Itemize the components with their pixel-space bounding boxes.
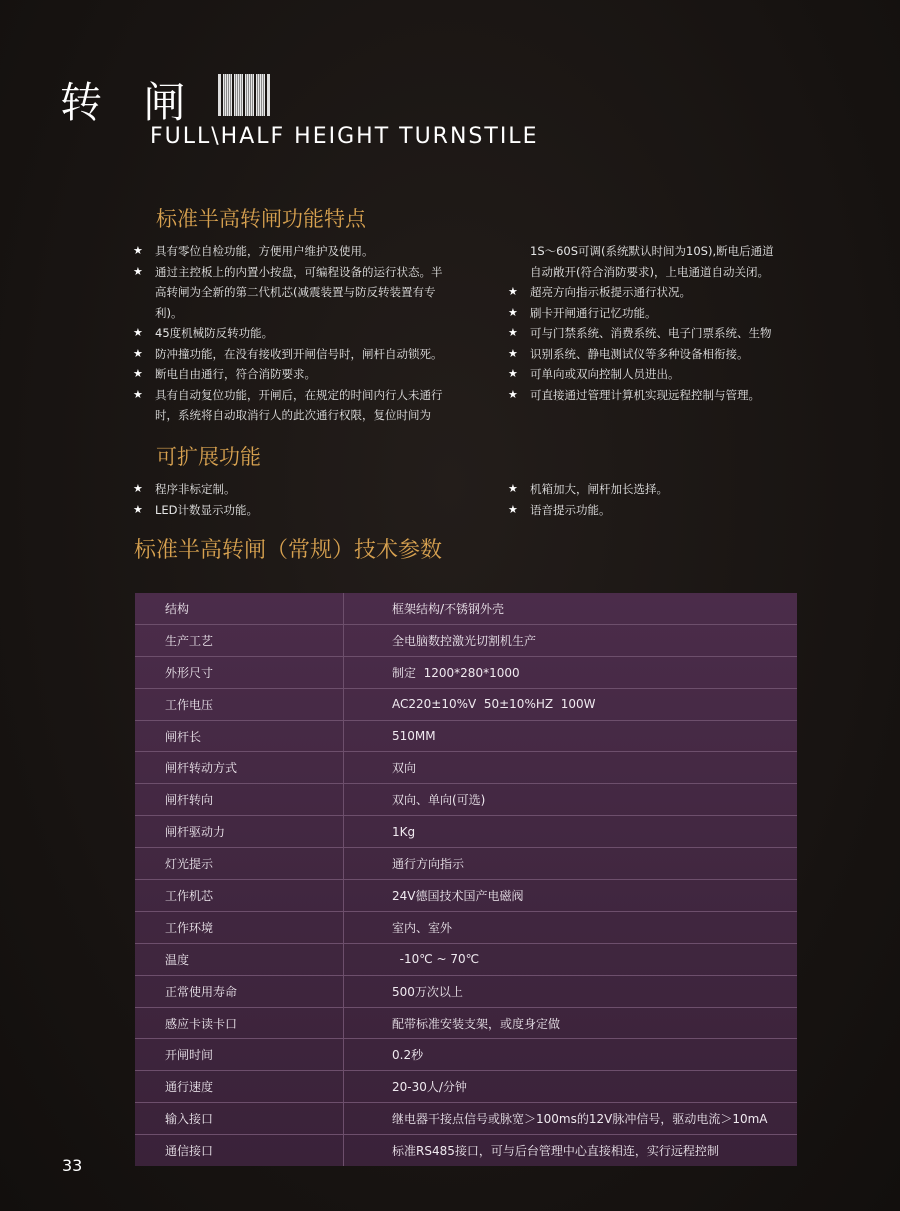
- expand-item: [133, 500, 463, 521]
- param-name: 工作机芯: [135, 880, 344, 912]
- star-icon: ★: [508, 305, 518, 319]
- param-value: 1Kg: [344, 816, 798, 848]
- table-row: [135, 1103, 797, 1135]
- feature-text: 具有零位自检功能，方便用户维护及使用。: [155, 244, 374, 258]
- param-value: 20-30人/分钟: [344, 1071, 798, 1103]
- star-icon: ★: [508, 502, 518, 516]
- param-name: 工作环境: [135, 911, 344, 943]
- table-row: [135, 688, 797, 720]
- page-title-en: FULL\HALF HEIGHT TURNSTILE: [150, 124, 539, 149]
- param-name: 正常使用寿命: [135, 975, 344, 1007]
- feature-item: [133, 323, 483, 344]
- expand-item: [508, 500, 808, 521]
- feature-text: 断电自由通行，符合消防要求。: [155, 367, 316, 381]
- feature-item: [508, 303, 808, 324]
- feature-text: 刷卡开闸通行记忆功能。: [530, 305, 657, 320]
- star-icon: ★: [508, 387, 518, 401]
- feature-item: [508, 282, 808, 303]
- feature-text: 具有自动复位功能，开闸后，在规定的时间内行人未通行: [155, 387, 443, 402]
- feature-item: [133, 241, 483, 262]
- feature-text: 防冲撞功能，在没有接收到开闸信号时，闸杆自动锁死。: [155, 346, 443, 361]
- table-row: [135, 975, 797, 1007]
- table-row: [135, 1039, 797, 1071]
- table-row: [135, 752, 797, 784]
- param-value: 标准RS485接口，可与后台管理中心直接相连，实行远程控制: [392, 1144, 719, 1159]
- param-name: 生产工艺: [135, 624, 344, 656]
- feature-text: 通过主控板上的内置小按盘，可编程设备的运行状态。半: [155, 264, 443, 279]
- table-row: [135, 1007, 797, 1039]
- table-row: [135, 784, 797, 816]
- feature-text: 时，系统将自动取消行人的此次通行权限，复位时间为: [155, 408, 431, 422]
- feature-text: 可单向或双向控制人员进出。: [530, 367, 680, 381]
- star-icon: ★: [508, 285, 518, 298]
- table-row: [135, 848, 797, 880]
- param-value: 24V德国技术国产电磁阀: [344, 880, 798, 912]
- param-name: 灯光提示: [135, 848, 344, 880]
- param-name: 闸杆长: [135, 720, 344, 752]
- expand-text: 语音提示功能。: [530, 502, 611, 517]
- feature-item: [133, 385, 483, 426]
- table-row: [135, 593, 797, 624]
- param-value: 通行方向指示: [344, 848, 798, 880]
- param-name: 闸杆转向: [135, 784, 344, 816]
- param-name: 通行速度: [135, 1071, 344, 1103]
- expand-item: [508, 479, 808, 500]
- expand-text: 机箱加大，闸杆加长选择。: [530, 482, 668, 496]
- features-title: 标准半高转闸功能特点: [156, 207, 366, 231]
- param-value: 配带标准安装支架，或度身定做: [344, 1007, 798, 1039]
- param-value: AC220±10%V 50±10%HZ 100W: [344, 688, 798, 720]
- table-row: [135, 1135, 797, 1166]
- param-name: 闸杆驱动力: [135, 816, 344, 848]
- param-name: 工作电压: [135, 688, 344, 720]
- feature-text: 超亮方向指示板提示通行状况。: [530, 285, 691, 299]
- param-name: 外形尺寸: [135, 656, 344, 688]
- param-value: 510MM: [344, 720, 798, 752]
- star-icon: ★: [508, 346, 518, 360]
- table-row: [135, 720, 797, 752]
- param-name: 闸杆转动方式: [135, 752, 344, 784]
- page-number: 33: [62, 1156, 83, 1175]
- feature-text: 自动敞开(符合消防要求)，上电通道自动关闭。: [530, 264, 769, 279]
- expand-left-list: [133, 479, 463, 520]
- table-row: [135, 656, 797, 688]
- star-icon: ★: [508, 367, 518, 380]
- param-value: 框架结构/不锈钢外壳: [344, 593, 798, 624]
- feature-item: [508, 344, 808, 365]
- star-icon: ★: [133, 264, 143, 278]
- param-value: 制定 1200*280*1000: [344, 656, 798, 688]
- features-right-list: [508, 241, 808, 405]
- expand-item: [133, 479, 463, 500]
- feature-text: 利)。: [155, 305, 183, 320]
- feature-text: 高转闸为全新的第二代机芯(减震装置与防反转装置有专: [155, 285, 436, 299]
- param-value: 500万次以上: [344, 975, 798, 1007]
- param-name: 开闸时间: [135, 1039, 344, 1071]
- feature-text: 识别系统、静电测试仪等多种设备相衔接。: [530, 346, 749, 361]
- feature-item: [508, 323, 808, 344]
- param-name: 温度: [135, 943, 344, 975]
- feature-item: [133, 364, 483, 385]
- feature-text: 可与门禁系统、消费系统、电子门票系统、生物: [530, 326, 772, 340]
- feature-item: [508, 364, 808, 385]
- feature-item: [133, 262, 483, 324]
- star-icon: ★: [508, 482, 518, 495]
- star-icon: ★: [133, 502, 143, 516]
- param-value: 全电脑数控激光切割机生产: [344, 624, 798, 656]
- param-value: -10℃ ~ 70℃: [344, 943, 798, 975]
- param-value: 继电器干接点信号或脉宽＞100ms的12V脉冲信号，驱动电流＞10mA: [344, 1103, 798, 1135]
- table-row: [135, 911, 797, 943]
- table-row: [135, 816, 797, 848]
- feature-text: 1S～60S可调(系统默认时间为10S),断电后通道: [530, 244, 774, 258]
- param-name: 输入接口: [135, 1103, 344, 1135]
- feature-text: 可直接通过管理计算机实现远程控制与管理。: [530, 387, 760, 402]
- table-row: [135, 624, 797, 656]
- expand-title: 可扩展功能: [156, 445, 261, 469]
- star-icon: ★: [133, 244, 143, 257]
- star-icon: ★: [133, 482, 143, 495]
- param-value: 室内、室外: [344, 911, 798, 943]
- params-table: [135, 593, 797, 1166]
- expand-right-list: [508, 479, 808, 520]
- page-title-cn: 转 闸: [60, 78, 200, 127]
- star-icon: ★: [133, 346, 143, 360]
- feature-text: 45度机械防反转功能。: [155, 326, 274, 340]
- features-left-list: [133, 241, 483, 426]
- star-icon: ★: [133, 326, 143, 339]
- param-value: 双向: [344, 752, 798, 784]
- star-icon: ★: [508, 326, 518, 339]
- turnstile-bars-icon: [218, 74, 270, 116]
- feature-item: [133, 344, 483, 365]
- param-name: 感应卡读卡口: [135, 1007, 344, 1039]
- param-value: 0.2秒: [344, 1039, 798, 1071]
- param-value: 双向、单向(可选): [344, 784, 798, 816]
- param-name: 结构: [135, 593, 344, 624]
- table-row: [135, 943, 797, 975]
- feature-item: [508, 385, 808, 406]
- table-row: [135, 880, 797, 912]
- param-name: 通信接口: [135, 1135, 344, 1166]
- expand-text: LED计数显示功能。: [155, 502, 259, 517]
- table-row: [135, 1071, 797, 1103]
- star-icon: ★: [133, 367, 143, 380]
- expand-text: 程序非标定制。: [155, 482, 236, 496]
- star-icon: ★: [133, 387, 143, 401]
- params-title: 标准半高转闸（常规）技术参数: [134, 538, 443, 563]
